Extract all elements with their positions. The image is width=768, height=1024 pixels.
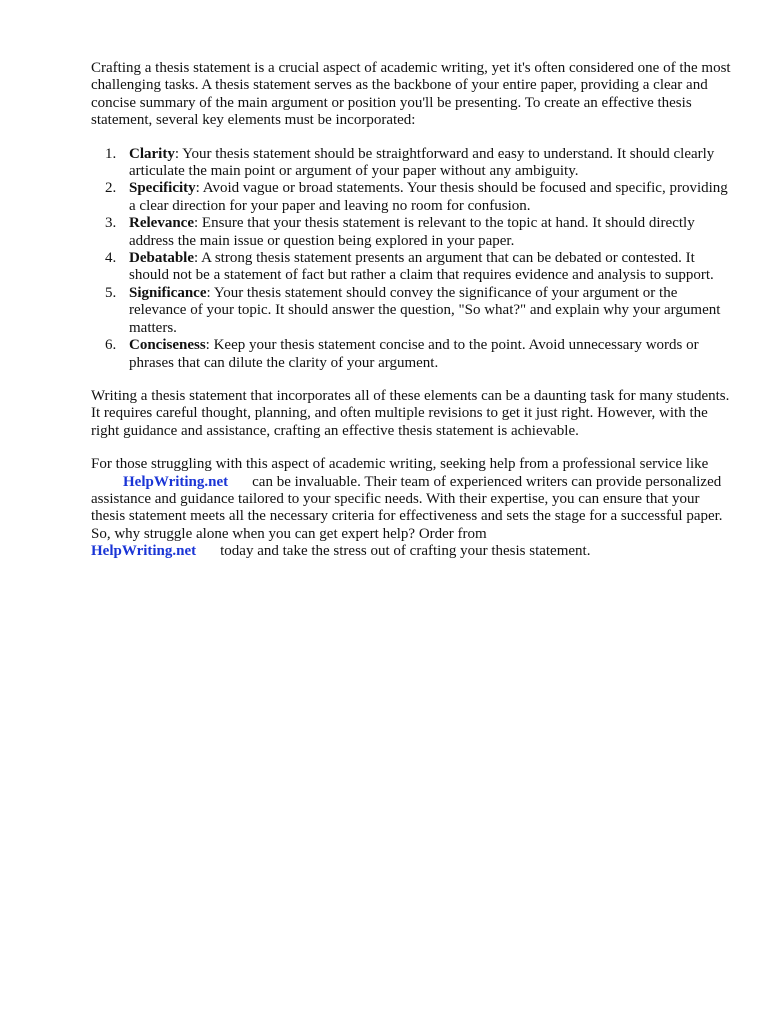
key-elements-list: [91, 146, 731, 372]
help-text-part3: today and take the stress out of crafting your thesis statement.: [220, 543, 591, 560]
list-item-text: : Your thesis statement should be straightforward and easy to understand. It should clearly articulate the main point or argument of your paper without any ambiguity.: [129, 145, 715, 180]
list-item-text: : Your thesis statement should convey the significance of your argument or the relevance of your topic. It should answer the question, "So what?" and explain why your argument matters.: [129, 284, 721, 336]
helpwriting-link-order[interactable]: HelpWriting.net: [91, 543, 197, 560]
list-item: [91, 215, 731, 250]
helpwriting-link[interactable]: HelpWriting.net: [123, 473, 229, 490]
list-item-text: : Avoid vague or broad statements. Your thesis should be focused and specific, providing a clear direction for your paper and leaving no room for confusion.: [129, 180, 728, 214]
list-item: [91, 250, 731, 285]
list-item-text: : Keep your thesis statement concise and to the point. Avoid unnecessary words or phrases that can dilute the clarity of your argument.: [129, 337, 699, 371]
list-item-term: Specificity: [129, 180, 196, 197]
intro-paragraph: Crafting a thesis statement is a crucial aspect of academic writing, yet it's often considered one of the most challenging tasks. A thesis statement serves as the backbone of your entire paper, providing a clear and concise summary of the main argument or position you'll be presenting. To create an effective thesis statement, several key elements must be incorporated:: [91, 60, 731, 129]
list-item: [91, 180, 731, 215]
document-page: [91, 60, 731, 577]
list-item: [91, 337, 731, 372]
list-item-number: 6.: [105, 337, 117, 354]
list-item-term: Conciseness: [129, 337, 206, 354]
list-item-term: Relevance: [129, 215, 194, 232]
help-paragraph: [91, 456, 731, 560]
list-item-term: Debatable: [129, 250, 194, 267]
list-item-text: : Ensure that your thesis statement is relevant to the topic at hand. It should directly address the main issue or question being explored in your paper.: [129, 215, 695, 249]
list-item: [91, 285, 731, 337]
list-item-term: Significance: [129, 284, 207, 301]
list-item-number: 5.: [105, 284, 117, 301]
list-item-number: 4.: [105, 250, 117, 267]
list-item: [91, 146, 731, 181]
list-item-number: 2.: [105, 180, 117, 197]
list-item-term: Clarity: [129, 145, 175, 162]
help-text-part2: can be invaluable. Their team of experienced writers can provide personalized assistance and guidance tailored to your specific needs. With their expertise, you can ensure that your thesis statement meets all the necessary criteria for effectiveness and sets the stage for a successful paper. So, why struggle alone when you can get expert help? Order from: [91, 473, 723, 542]
list-item-text: : A strong thesis statement presents an argument that can be debated or contested. It should not be a statement of fact but rather a claim that requires evidence and analysis to support.: [129, 250, 714, 284]
help-text-part1: For those struggling with this aspect of academic writing, seeking help from a professional service like: [91, 456, 709, 473]
difficulty-paragraph: Writing a thesis statement that incorporates all of these elements can be a daunting task for many students. It requires careful thought, planning, and often multiple revisions to get it just right. However, with the right guidance and assistance, crafting an effective thesis statement is achievable.: [91, 387, 730, 439]
list-item-number: 1.: [105, 145, 117, 162]
list-item-number: 3.: [105, 215, 117, 232]
